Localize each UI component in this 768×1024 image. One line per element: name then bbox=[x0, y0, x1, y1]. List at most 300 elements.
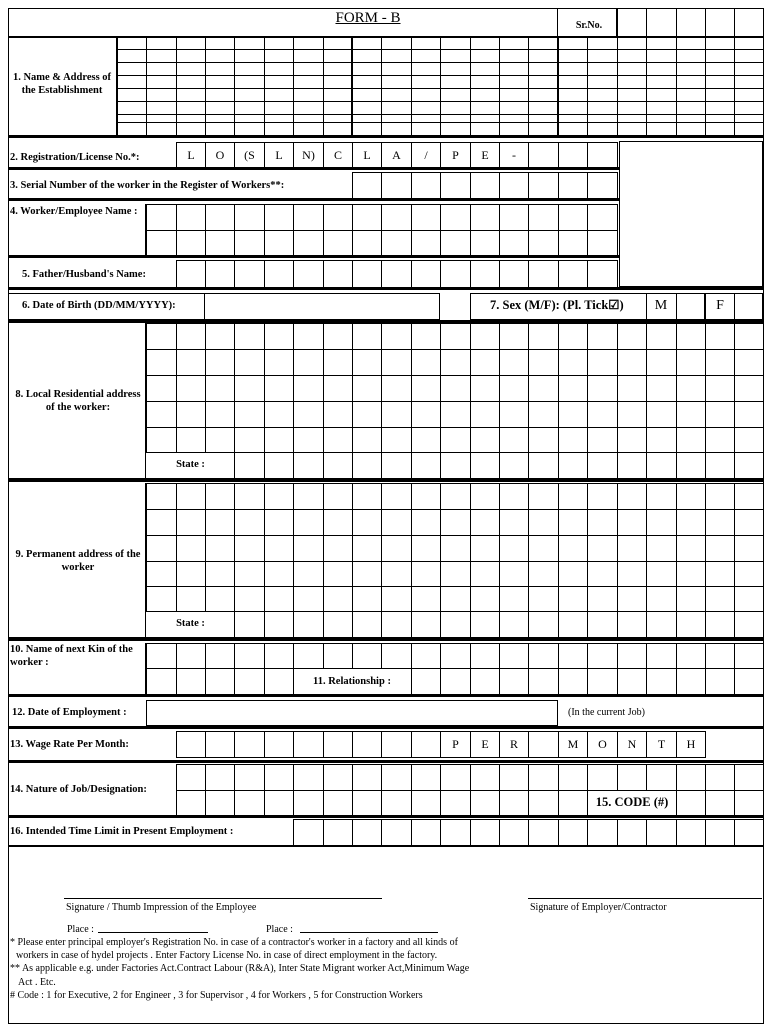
father-name-cell[interactable] bbox=[293, 260, 324, 288]
relationship-cell[interactable] bbox=[646, 668, 677, 695]
next-kin-cell[interactable] bbox=[411, 643, 441, 669]
local-address-cell[interactable] bbox=[676, 427, 706, 453]
local-address-cell[interactable] bbox=[617, 375, 647, 402]
sex-m-checkbox[interactable] bbox=[676, 293, 705, 320]
establishment-cell[interactable] bbox=[293, 49, 324, 63]
establishment-cell[interactable] bbox=[528, 49, 559, 63]
establishment-cell[interactable] bbox=[293, 122, 324, 136]
establishment-cell[interactable] bbox=[734, 75, 764, 89]
next-kin-row-2-cell[interactable] bbox=[234, 668, 265, 695]
local-address-cell[interactable] bbox=[176, 427, 206, 453]
establishment-cell[interactable] bbox=[411, 62, 441, 76]
establishment-cell[interactable] bbox=[176, 75, 206, 89]
permanent-address-cell[interactable] bbox=[528, 535, 559, 562]
local-state-cell[interactable] bbox=[470, 452, 500, 479]
wage-rate-cell[interactable] bbox=[264, 731, 294, 758]
establishment-cell[interactable] bbox=[528, 62, 559, 76]
nature-job-cell[interactable] bbox=[352, 764, 382, 791]
local-address-cell[interactable] bbox=[528, 375, 559, 402]
permanent-address-cell[interactable] bbox=[440, 509, 471, 536]
establishment-cell[interactable] bbox=[352, 75, 382, 89]
local-address-cell[interactable] bbox=[734, 427, 764, 453]
next-kin-cell[interactable] bbox=[617, 643, 647, 669]
local-address-cell[interactable] bbox=[381, 427, 412, 453]
time-limit-cell[interactable] bbox=[734, 819, 764, 846]
establishment-cell[interactable] bbox=[734, 62, 764, 76]
registration-cell[interactable]: O bbox=[205, 142, 235, 169]
registration-cell[interactable]: E bbox=[470, 142, 500, 169]
establishment-cell[interactable] bbox=[352, 49, 382, 63]
local-state-cell[interactable] bbox=[734, 452, 764, 479]
local-address-cell[interactable] bbox=[617, 349, 647, 376]
establishment-cell[interactable] bbox=[676, 75, 706, 89]
establishment-cell[interactable] bbox=[411, 75, 441, 89]
relationship-cell[interactable] bbox=[617, 668, 647, 695]
father-name-cell[interactable] bbox=[528, 260, 559, 288]
local-address-cell[interactable] bbox=[646, 349, 677, 376]
permanent-address-cell[interactable] bbox=[411, 483, 441, 510]
permanent-state-cell[interactable] bbox=[676, 611, 706, 638]
permanent-address-cell[interactable] bbox=[528, 561, 559, 587]
establishment-cell[interactable] bbox=[587, 49, 618, 63]
permanent-address-cell[interactable] bbox=[528, 586, 559, 612]
establishment-cell[interactable] bbox=[205, 75, 235, 89]
permanent-address-cell[interactable] bbox=[264, 561, 294, 587]
establishment-cell[interactable] bbox=[264, 122, 294, 136]
nature-job-cell[interactable] bbox=[617, 764, 647, 791]
permanent-address-cell[interactable] bbox=[646, 483, 677, 510]
establishment-cell[interactable] bbox=[411, 122, 441, 136]
nature-job-cell[interactable] bbox=[381, 764, 412, 791]
worker-name-cell[interactable] bbox=[352, 204, 382, 231]
establishment-cell[interactable] bbox=[646, 49, 677, 63]
local-address-cell[interactable] bbox=[558, 427, 588, 453]
permanent-address-cell[interactable] bbox=[528, 483, 559, 510]
establishment-cell[interactable] bbox=[676, 62, 706, 76]
nature-job-cell[interactable] bbox=[176, 764, 206, 791]
permanent-address-cell[interactable] bbox=[617, 509, 647, 536]
establishment-cell[interactable] bbox=[558, 88, 588, 102]
local-address-cell[interactable] bbox=[411, 427, 441, 453]
nature-job-row-2-cell[interactable] bbox=[440, 790, 471, 816]
establishment-cell[interactable] bbox=[705, 62, 735, 76]
time-limit-cell[interactable] bbox=[676, 819, 706, 846]
permanent-address-cell[interactable] bbox=[293, 483, 324, 510]
permanent-state-cell[interactable] bbox=[323, 611, 353, 638]
permanent-address-cell[interactable] bbox=[381, 561, 412, 587]
local-address-cell[interactable] bbox=[440, 323, 471, 350]
wage-rate-cell[interactable]: M bbox=[558, 731, 588, 758]
registration-cell[interactable]: (S bbox=[234, 142, 265, 169]
worker-name-cell[interactable] bbox=[264, 230, 294, 257]
local-address-cell[interactable] bbox=[587, 323, 618, 350]
establishment-cell[interactable] bbox=[587, 101, 618, 115]
establishment-cell[interactable] bbox=[264, 62, 294, 76]
local-address-cell[interactable] bbox=[440, 375, 471, 402]
permanent-address-cell[interactable] bbox=[499, 586, 529, 612]
serial-number-cell[interactable] bbox=[558, 172, 588, 200]
establishment-cell[interactable] bbox=[676, 101, 706, 115]
permanent-address-cell[interactable] bbox=[323, 483, 353, 510]
worker-name-cell[interactable] bbox=[411, 230, 441, 257]
local-address-cell[interactable] bbox=[499, 401, 529, 428]
establishment-cell[interactable] bbox=[734, 49, 764, 63]
local-address-cell[interactable] bbox=[646, 427, 677, 453]
establishment-cell[interactable] bbox=[234, 62, 265, 76]
nature-job-row-2-cell[interactable] bbox=[176, 790, 206, 816]
local-address-cell[interactable] bbox=[352, 401, 382, 428]
next-kin-cell[interactable] bbox=[146, 643, 177, 669]
worker-name-cell[interactable] bbox=[323, 204, 353, 231]
permanent-address-cell[interactable] bbox=[734, 586, 764, 612]
establishment-cell[interactable] bbox=[617, 101, 647, 115]
local-address-cell[interactable] bbox=[470, 375, 500, 402]
permanent-address-cell[interactable] bbox=[234, 535, 265, 562]
local-address-cell[interactable] bbox=[176, 349, 206, 376]
establishment-cell[interactable] bbox=[646, 75, 677, 89]
father-name-cell[interactable] bbox=[176, 260, 206, 288]
permanent-state-cell[interactable] bbox=[470, 611, 500, 638]
relationship-cell[interactable] bbox=[499, 668, 529, 695]
local-address-cell[interactable] bbox=[646, 375, 677, 402]
local-address-cell[interactable] bbox=[264, 427, 294, 453]
local-address-cell[interactable] bbox=[587, 349, 618, 376]
time-limit-cell[interactable] bbox=[558, 819, 588, 846]
establishment-cell[interactable] bbox=[117, 88, 147, 102]
next-kin-row-2-cell[interactable] bbox=[264, 668, 294, 695]
wage-rate-cell[interactable] bbox=[176, 731, 206, 758]
father-name-cell[interactable] bbox=[411, 260, 441, 288]
next-kin-cell[interactable] bbox=[440, 643, 471, 669]
establishment-cell[interactable] bbox=[734, 101, 764, 115]
local-address-cell[interactable] bbox=[734, 401, 764, 428]
permanent-address-cell[interactable] bbox=[499, 535, 529, 562]
local-address-cell[interactable] bbox=[440, 401, 471, 428]
sr-no-cell[interactable] bbox=[705, 8, 735, 38]
establishment-cell[interactable] bbox=[381, 88, 412, 102]
wage-rate-cell[interactable] bbox=[293, 731, 324, 758]
father-name-cell[interactable] bbox=[205, 260, 235, 288]
permanent-address-cell[interactable] bbox=[411, 586, 441, 612]
permanent-address-cell[interactable] bbox=[470, 561, 500, 587]
establishment-cell[interactable] bbox=[205, 101, 235, 115]
local-address-cell[interactable] bbox=[617, 323, 647, 350]
serial-number-cell[interactable] bbox=[411, 172, 441, 200]
father-name-cell[interactable] bbox=[323, 260, 353, 288]
father-name-cell[interactable] bbox=[352, 260, 382, 288]
local-address-cell[interactable] bbox=[264, 375, 294, 402]
establishment-cell[interactable] bbox=[617, 88, 647, 102]
permanent-address-cell[interactable] bbox=[440, 535, 471, 562]
local-address-cell[interactable] bbox=[234, 349, 265, 376]
local-address-cell[interactable] bbox=[205, 401, 235, 428]
establishment-cell[interactable] bbox=[323, 49, 353, 63]
local-state-cell[interactable] bbox=[646, 452, 677, 479]
registration-cell[interactable]: L bbox=[264, 142, 294, 169]
establishment-cell[interactable] bbox=[587, 75, 618, 89]
nature-job-row-2-cell[interactable] bbox=[470, 790, 500, 816]
nature-job-row-2-cell[interactable] bbox=[381, 790, 412, 816]
permanent-address-cell[interactable] bbox=[499, 509, 529, 536]
code-cell[interactable] bbox=[705, 790, 735, 816]
establishment-cell[interactable] bbox=[440, 49, 471, 63]
next-kin-cell[interactable] bbox=[676, 643, 706, 669]
permanent-address-cell[interactable] bbox=[705, 509, 735, 536]
local-address-cell[interactable] bbox=[176, 323, 206, 350]
wage-rate-cell[interactable] bbox=[323, 731, 353, 758]
permanent-address-cell[interactable] bbox=[381, 535, 412, 562]
sr-no-cell[interactable] bbox=[734, 8, 764, 38]
local-state-cell[interactable] bbox=[558, 452, 588, 479]
establishment-cell[interactable] bbox=[440, 122, 471, 136]
worker-name-cell[interactable] bbox=[587, 230, 618, 257]
relationship-cell[interactable] bbox=[528, 668, 559, 695]
registration-cell[interactable]: A bbox=[381, 142, 412, 169]
local-address-cell[interactable] bbox=[381, 375, 412, 402]
registration-cell[interactable]: L bbox=[352, 142, 382, 169]
establishment-cell[interactable] bbox=[470, 49, 500, 63]
establishment-cell[interactable] bbox=[293, 75, 324, 89]
establishment-cell[interactable] bbox=[587, 88, 618, 102]
local-address-cell[interactable] bbox=[293, 427, 324, 453]
local-address-cell[interactable] bbox=[381, 323, 412, 350]
local-address-cell[interactable] bbox=[323, 427, 353, 453]
permanent-address-cell[interactable] bbox=[176, 509, 206, 536]
permanent-address-cell[interactable] bbox=[705, 561, 735, 587]
local-address-cell[interactable] bbox=[440, 349, 471, 376]
nature-job-cell[interactable] bbox=[646, 764, 677, 791]
time-limit-cell[interactable] bbox=[411, 819, 441, 846]
sex-f-checkbox[interactable] bbox=[734, 293, 763, 320]
father-name-cell[interactable] bbox=[234, 260, 265, 288]
next-kin-cell[interactable] bbox=[323, 643, 353, 669]
permanent-address-cell[interactable] bbox=[352, 483, 382, 510]
local-address-cell[interactable] bbox=[205, 349, 235, 376]
permanent-state-cell[interactable] bbox=[617, 611, 647, 638]
next-kin-cell[interactable] bbox=[528, 643, 559, 669]
establishment-cell[interactable] bbox=[558, 75, 588, 89]
nature-job-cell[interactable] bbox=[234, 764, 265, 791]
establishment-cell[interactable] bbox=[381, 49, 412, 63]
local-address-cell[interactable] bbox=[323, 349, 353, 376]
local-address-cell[interactable] bbox=[499, 375, 529, 402]
establishment-cell[interactable] bbox=[117, 49, 147, 63]
local-address-cell[interactable] bbox=[528, 323, 559, 350]
local-address-cell[interactable] bbox=[234, 401, 265, 428]
father-name-cell[interactable] bbox=[587, 260, 618, 288]
permanent-address-cell[interactable] bbox=[470, 509, 500, 536]
permanent-address-cell[interactable] bbox=[323, 561, 353, 587]
permanent-address-cell[interactable] bbox=[323, 535, 353, 562]
establishment-cell[interactable] bbox=[470, 62, 500, 76]
permanent-address-cell[interactable] bbox=[293, 586, 324, 612]
local-address-cell[interactable] bbox=[352, 349, 382, 376]
permanent-state-cell[interactable] bbox=[440, 611, 471, 638]
permanent-address-cell[interactable] bbox=[146, 586, 177, 612]
father-name-cell[interactable] bbox=[381, 260, 412, 288]
permanent-address-cell[interactable] bbox=[676, 535, 706, 562]
next-kin-cell[interactable] bbox=[499, 643, 529, 669]
local-address-cell[interactable] bbox=[558, 375, 588, 402]
code-cell[interactable] bbox=[734, 790, 764, 816]
establishment-cell[interactable] bbox=[176, 122, 206, 136]
time-limit-cell[interactable] bbox=[528, 819, 559, 846]
permanent-address-cell[interactable] bbox=[440, 483, 471, 510]
local-address-cell[interactable] bbox=[381, 349, 412, 376]
serial-number-cell[interactable] bbox=[587, 172, 618, 200]
permanent-state-cell[interactable] bbox=[646, 611, 677, 638]
establishment-cell[interactable] bbox=[440, 62, 471, 76]
nature-job-cell[interactable] bbox=[676, 764, 706, 791]
local-address-cell[interactable] bbox=[176, 401, 206, 428]
local-address-cell[interactable] bbox=[676, 349, 706, 376]
wage-rate-cell[interactable] bbox=[528, 731, 559, 758]
registration-cell[interactable]: / bbox=[411, 142, 441, 169]
local-address-cell[interactable] bbox=[558, 401, 588, 428]
establishment-cell[interactable] bbox=[411, 49, 441, 63]
local-address-cell[interactable] bbox=[293, 401, 324, 428]
establishment-cell[interactable] bbox=[323, 62, 353, 76]
establishment-cell[interactable] bbox=[146, 122, 177, 136]
permanent-address-cell[interactable] bbox=[470, 483, 500, 510]
local-address-cell[interactable] bbox=[234, 427, 265, 453]
permanent-state-cell[interactable] bbox=[234, 611, 265, 638]
establishment-cell[interactable] bbox=[381, 62, 412, 76]
permanent-state-cell[interactable] bbox=[528, 611, 559, 638]
permanent-address-cell[interactable] bbox=[734, 561, 764, 587]
nature-job-cell[interactable] bbox=[293, 764, 324, 791]
permanent-address-cell[interactable] bbox=[470, 535, 500, 562]
establishment-cell[interactable] bbox=[205, 62, 235, 76]
permanent-address-cell[interactable] bbox=[587, 535, 618, 562]
establishment-cell[interactable] bbox=[440, 75, 471, 89]
local-address-cell[interactable] bbox=[646, 401, 677, 428]
permanent-address-cell[interactable] bbox=[411, 509, 441, 536]
local-address-cell[interactable] bbox=[146, 427, 177, 453]
nature-job-cell[interactable] bbox=[734, 764, 764, 791]
permanent-address-cell[interactable] bbox=[734, 509, 764, 536]
local-address-cell[interactable] bbox=[734, 323, 764, 350]
establishment-cell[interactable] bbox=[528, 88, 559, 102]
establishment-cell[interactable] bbox=[470, 88, 500, 102]
establishment-cell[interactable] bbox=[205, 122, 235, 136]
permanent-address-cell[interactable] bbox=[146, 561, 177, 587]
establishment-cell[interactable] bbox=[499, 62, 529, 76]
local-address-cell[interactable] bbox=[528, 349, 559, 376]
establishment-cell[interactable] bbox=[617, 62, 647, 76]
establishment-cell[interactable] bbox=[146, 75, 177, 89]
nature-job-row-2-cell[interactable] bbox=[558, 790, 588, 816]
registration-cell[interactable]: C bbox=[323, 142, 353, 169]
establishment-cell[interactable] bbox=[264, 49, 294, 63]
nature-job-row-2-cell[interactable] bbox=[499, 790, 529, 816]
local-address-cell[interactable] bbox=[470, 401, 500, 428]
establishment-cell[interactable] bbox=[146, 62, 177, 76]
permanent-address-cell[interactable] bbox=[558, 561, 588, 587]
local-address-cell[interactable] bbox=[146, 401, 177, 428]
establishment-cell[interactable] bbox=[499, 101, 529, 115]
nature-job-row-2-cell[interactable] bbox=[352, 790, 382, 816]
establishment-cell[interactable] bbox=[293, 62, 324, 76]
local-address-cell[interactable] bbox=[411, 323, 441, 350]
nature-job-cell[interactable] bbox=[558, 764, 588, 791]
permanent-address-cell[interactable] bbox=[352, 509, 382, 536]
wage-rate-cell[interactable] bbox=[205, 731, 235, 758]
wage-rate-cell[interactable]: O bbox=[587, 731, 618, 758]
establishment-cell[interactable] bbox=[117, 122, 147, 136]
local-address-cell[interactable] bbox=[205, 323, 235, 350]
establishment-cell[interactable] bbox=[558, 122, 588, 136]
establishment-cell[interactable] bbox=[646, 88, 677, 102]
establishment-cell[interactable] bbox=[617, 75, 647, 89]
establishment-cell[interactable] bbox=[587, 122, 618, 136]
permanent-address-cell[interactable] bbox=[264, 535, 294, 562]
local-state-cell[interactable] bbox=[411, 452, 441, 479]
permanent-state-cell[interactable] bbox=[352, 611, 382, 638]
local-address-cell[interactable] bbox=[558, 323, 588, 350]
nature-job-row-2-cell[interactable] bbox=[323, 790, 353, 816]
permanent-state-cell[interactable] bbox=[411, 611, 441, 638]
local-address-cell[interactable] bbox=[234, 375, 265, 402]
permanent-address-cell[interactable] bbox=[558, 483, 588, 510]
worker-name-cell[interactable] bbox=[528, 204, 559, 231]
permanent-address-cell[interactable] bbox=[617, 561, 647, 587]
time-limit-cell[interactable] bbox=[352, 819, 382, 846]
worker-name-cell[interactable] bbox=[234, 204, 265, 231]
relationship-cell[interactable] bbox=[411, 668, 441, 695]
registration-cell[interactable]: L bbox=[176, 142, 206, 169]
next-kin-cell[interactable] bbox=[734, 643, 764, 669]
serial-number-cell[interactable] bbox=[440, 172, 471, 200]
establishment-cell[interactable] bbox=[734, 122, 764, 136]
establishment-cell[interactable] bbox=[499, 122, 529, 136]
serial-number-cell[interactable] bbox=[470, 172, 500, 200]
local-address-cell[interactable] bbox=[499, 349, 529, 376]
local-address-cell[interactable] bbox=[234, 323, 265, 350]
father-name-cell[interactable] bbox=[440, 260, 471, 288]
local-address-cell[interactable] bbox=[293, 323, 324, 350]
next-kin-cell[interactable] bbox=[352, 643, 382, 669]
permanent-address-cell[interactable] bbox=[264, 586, 294, 612]
permanent-address-cell[interactable] bbox=[705, 535, 735, 562]
nature-job-cell[interactable] bbox=[411, 764, 441, 791]
establishment-cell[interactable] bbox=[323, 75, 353, 89]
permanent-address-cell[interactable] bbox=[411, 535, 441, 562]
wage-rate-cell[interactable] bbox=[411, 731, 441, 758]
next-kin-row-2-cell[interactable] bbox=[146, 668, 177, 695]
establishment-cell[interactable] bbox=[499, 88, 529, 102]
local-address-cell[interactable] bbox=[617, 427, 647, 453]
establishment-cell[interactable] bbox=[676, 88, 706, 102]
establishment-cell[interactable] bbox=[146, 49, 177, 63]
relationship-cell[interactable] bbox=[558, 668, 588, 695]
establishment-cell[interactable] bbox=[470, 101, 500, 115]
worker-name-cell[interactable] bbox=[146, 204, 177, 231]
permanent-address-cell[interactable] bbox=[381, 509, 412, 536]
local-address-cell[interactable] bbox=[352, 323, 382, 350]
permanent-address-cell[interactable] bbox=[676, 561, 706, 587]
establishment-cell[interactable] bbox=[176, 88, 206, 102]
relationship-cell[interactable] bbox=[470, 668, 500, 695]
permanent-address-cell[interactable] bbox=[176, 483, 206, 510]
establishment-cell[interactable] bbox=[117, 62, 147, 76]
establishment-cell[interactable] bbox=[705, 101, 735, 115]
permanent-address-cell[interactable] bbox=[676, 509, 706, 536]
local-address-cell[interactable] bbox=[528, 401, 559, 428]
wage-rate-cell[interactable]: H bbox=[676, 731, 706, 758]
worker-name-cell[interactable] bbox=[411, 204, 441, 231]
nature-job-row-2-cell[interactable] bbox=[411, 790, 441, 816]
